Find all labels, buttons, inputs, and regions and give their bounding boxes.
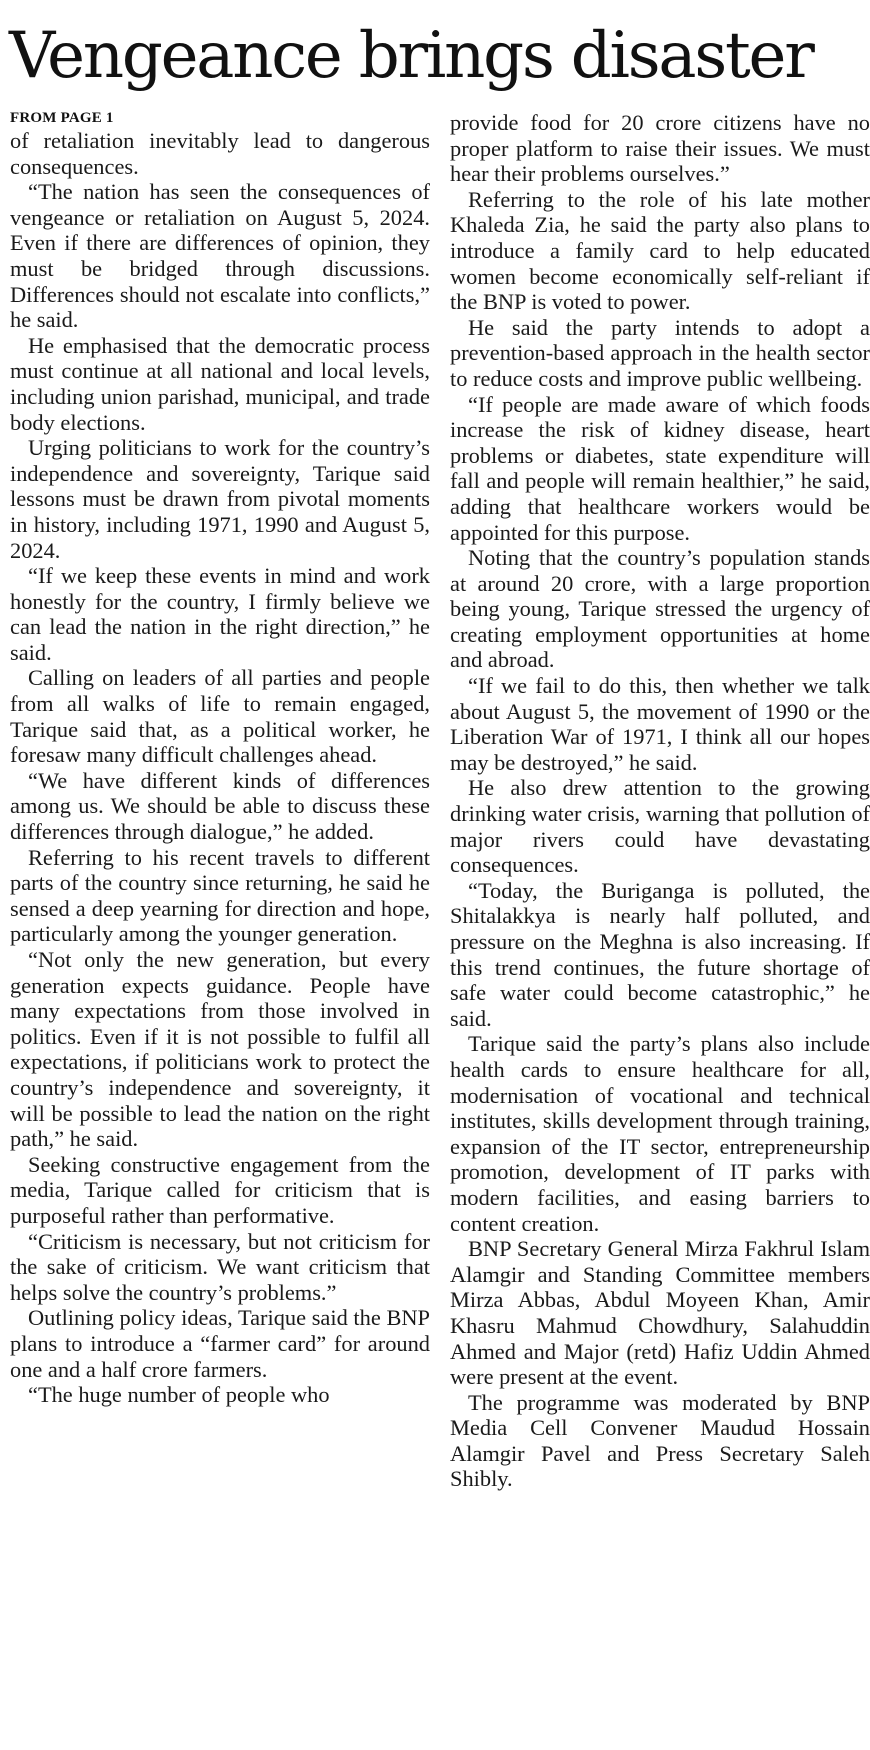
paragraph: “We have different kinds of differences among us. We should be able to discuss these differences through dialogue,” he added. xyxy=(10,767,430,845)
paragraph: “If we keep these events in mind and work honestly for the country, I firmly believe we can lead the nation in the right direction,” he said. xyxy=(10,563,430,665)
paragraph: “The nation has seen the consequences of vengeance or retaliation on August 5, 2024. Even if there are differences of opinion, they must be bridged through discussions. Differences should not escalate into conflicts,” he said. xyxy=(10,179,430,333)
article-column-left xyxy=(10,108,430,1408)
paragraph: BNP Secretary General Mirza Fakhrul Islam Alamgir and Standing Committee members Mirza Abbas, Abdul Moyeen Khan, Amir Khasru Mahmud Chowdhury, Salahuddin Ahmed and Major (retd) Hafiz Uddin Ahmed were present at the event. xyxy=(450,1236,870,1390)
paragraph: “Not only the new generation, but every generation expects guidance. People have many expectations from those involved in politics. Even if it is not possible to fulfil all expectations, if politicians work to protect the country’s independence and sovereignty, it will be possible to lead the nation on the right path,” he said. xyxy=(10,947,430,1152)
paragraph: provide food for 20 crore citizens have no proper platform to raise their issues. We must hear their problems ourselves.” xyxy=(450,110,870,187)
paragraph: Seeking constructive engagement from the media, Tarique called for criticism that is purposeful rather than performative. xyxy=(10,1151,430,1228)
paragraph: “Criticism is necessary, but not criticism for the sake of criticism. We want criticism that helps solve the country’s problems.” xyxy=(10,1228,430,1305)
paragraph: Referring to the role of his late mother Khaleda Zia, he said the party also plans to introduce a family card to help educated women become economically self-reliant if the BNP is voted to power. xyxy=(450,186,870,315)
continuation-kicker: FROM PAGE 1 xyxy=(10,110,114,126)
article-column-right xyxy=(450,110,870,1492)
paragraph: of retaliation inevitably lead to dangerous consequences. xyxy=(10,128,430,179)
paragraph: Noting that the country’s population stands at around 20 crore, with a large proportion being young, Tarique stressed the urgency of creating employment opportunities at home and abroad. xyxy=(450,545,870,673)
paragraph: Calling on leaders of all parties and people from all walks of life to remain engaged, Tarique said that, as a political worker, he foresaw many difficult challenges ahead. xyxy=(10,665,430,768)
paragraph: He also drew attention to the growing drinking water crisis, warning that pollution of major rivers could have devastating consequences. xyxy=(450,775,870,878)
paragraph: He said the party intends to adopt a prevention-based approach in the health sector to reduce costs and improve public wellbeing. xyxy=(450,314,870,391)
paragraph: “If people are made aware of which foods increase the risk of kidney disease, heart problems or diabetes, state expenditure will fall and people will remain healthier,” he said, adding that healthcare workers would be appointed for this purpose. xyxy=(450,391,870,545)
paragraph: He emphasised that the democratic process must continue at all national and local levels, including union parishad, municipal, and trade body elections. xyxy=(10,332,430,435)
paragraph: Referring to his recent travels to different parts of the country since returning, he said he sensed a deep yearning for direction and hope, particularly among the younger generation. xyxy=(10,844,430,947)
paragraph: The programme was moderated by BNP Media Cell Convener Maudud Hossain Alamgir Pavel and Press Secretary Saleh Shibly. xyxy=(450,1389,870,1492)
paragraph: Tarique said the party’s plans also include health cards to ensure healthcare for all, modernisation of vocational and technical institutes, skills development through training, expansion of the IT sector, entrepreneurship promotion, development of IT parks with modern facilities, and easing barriers to content creation. xyxy=(450,1031,870,1236)
paragraph: “Today, the Buriganga is polluted, the Shitalakkya is nearly half polluted, and pressure on the Meghna is also increasing. If this trend continues, the future shortage of safe water could become catastrophic,” he said. xyxy=(450,877,870,1031)
paragraph: Outlining policy ideas, Tarique said the BNP plans to introduce a “farmer card” for around one and a half crore farmers. xyxy=(10,1305,430,1382)
article-headline: Vengeance brings disaster xyxy=(9,19,813,93)
paragraph: “If we fail to do this, then whether we talk about August 5, the movement of 1990 or the Liberation War of 1971, I think all our hopes may be destroyed,” he said. xyxy=(450,673,870,775)
paragraph: Urging politicians to work for the country’s independence and sovereignty, Tarique said lessons must be drawn from pivotal moments in history, including 1971, 1990 and August 5, 2024. xyxy=(10,435,430,563)
paragraph: “The huge number of people who xyxy=(28,1382,330,1408)
